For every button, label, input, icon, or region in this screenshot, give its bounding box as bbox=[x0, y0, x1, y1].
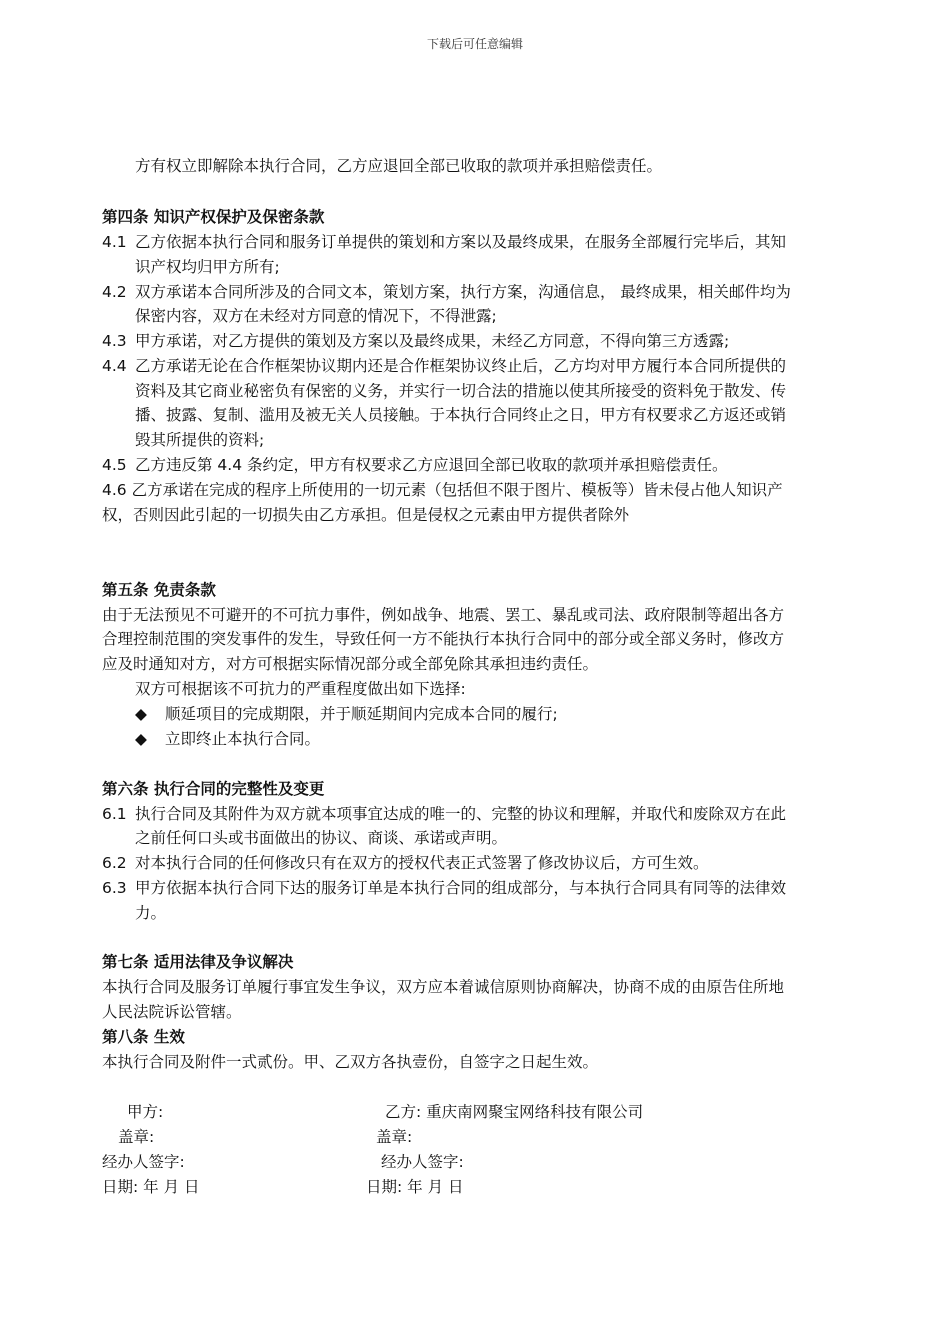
line-text: 双方承诺本合同所涉及的合同文本，策划方案，执行方案，沟通信息， 最终成果，相关邮件均为 bbox=[135, 283, 791, 301]
line-text: 第四条 知识产权保护及保密条款 bbox=[102, 208, 325, 226]
section-heading bbox=[102, 579, 216, 601]
line-text: 4.6 乙方承诺在完成的程序上所使用的一切元素（包括但不限于图片、模板等）皆未侵占他人知识产 bbox=[102, 481, 783, 499]
contract-text-line bbox=[102, 281, 791, 303]
contract-text-line bbox=[102, 1001, 242, 1023]
signature-field: 盖章: bbox=[118, 1128, 155, 1146]
contract-text-line bbox=[102, 976, 784, 998]
section-heading bbox=[102, 206, 324, 228]
signature-field: 盖章: bbox=[376, 1128, 413, 1146]
section-heading bbox=[102, 951, 293, 973]
contract-text-line bbox=[102, 852, 709, 874]
contract-text-line bbox=[102, 628, 784, 650]
line-text: 应及时通知对方，对方可根据实际情况部分或全部免除其承担违约责任。 bbox=[102, 655, 599, 673]
contract-text-line bbox=[102, 231, 786, 253]
contract-text-line bbox=[102, 877, 786, 899]
contract-text-line bbox=[135, 678, 466, 700]
line-text: 执行合同及其附件为双方就本项事宜达成的唯一的、完整的协议和理解，并取代和废除双方在此 bbox=[135, 805, 787, 823]
line-text: 第六条 执行合同的完整性及变更 bbox=[102, 780, 325, 798]
line-text: 甲方依据本执行合同下达的服务订单是本执行合同的组成部分，与本执行合同具有同等的法律效 bbox=[135, 879, 787, 897]
line-text: 立即终止本执行合同。 bbox=[165, 730, 321, 748]
section-heading bbox=[102, 778, 324, 800]
line-text: 人民法院诉讼管辖。 bbox=[102, 1003, 242, 1021]
clause-number: 4.1 bbox=[102, 233, 127, 251]
line-text: 力。 bbox=[135, 904, 167, 922]
line-text: 方有权立即解除本执行合同，乙方应退回全部已收取的款项并承担赔偿责任。 bbox=[135, 157, 663, 175]
contract-text-line bbox=[135, 380, 786, 402]
line-text: 保密内容，双方在未经对方同意的情况下，不得泄露; bbox=[135, 307, 497, 325]
line-text: 第七条 适用法律及争议解决 bbox=[102, 953, 294, 971]
signature-field: 日期: 年 月 日 bbox=[366, 1178, 464, 1196]
line-text: 乙方承诺无论在合作框架协议期内还是合作框架协议终止后，乙方均对甲方履行本合同所提供的 bbox=[135, 357, 787, 375]
contract-text-line bbox=[135, 155, 662, 177]
line-text: 识产权均归甲方所有; bbox=[135, 258, 280, 276]
line-text: 资料及其它商业秘密负有保密的义务，并实行一切合法的措施以使其所接受的资料免于散发、传 bbox=[135, 382, 787, 400]
contract-text-line bbox=[102, 604, 784, 626]
contract-text-line bbox=[135, 429, 264, 451]
section-heading bbox=[102, 1026, 185, 1048]
contract-text-line bbox=[102, 653, 598, 675]
contract-text-line bbox=[102, 504, 629, 526]
signature-field: 甲方: bbox=[127, 1103, 164, 1121]
contract-text-line bbox=[135, 827, 507, 849]
contract-text-line bbox=[102, 1051, 598, 1073]
line-text: 毁其所提供的资料; bbox=[135, 431, 265, 449]
clause-number: 4.3 bbox=[102, 332, 127, 350]
contract-text-line bbox=[135, 256, 280, 278]
line-text: 乙方依据本执行合同和服务订单提供的策划和方案以及最终成果，在服务全部履行完毕后，其知 bbox=[135, 233, 787, 251]
signature-field: 经办人签字: bbox=[381, 1153, 464, 1171]
signature-field: 经办人签字: bbox=[102, 1153, 185, 1171]
contract-text-line bbox=[135, 305, 497, 327]
clause-number: 6.1 bbox=[102, 805, 127, 823]
line-text: 本执行合同及附件一式贰份。甲、乙双方各执壹份，自签字之日起生效。 bbox=[102, 1053, 599, 1071]
contract-text-line bbox=[102, 803, 786, 825]
line-text: 顺延项目的完成期限，并于顺延期间内完成本合同的履行; bbox=[165, 705, 558, 723]
contract-text-line bbox=[135, 703, 558, 725]
page-header-note: 下载后可任意编辑 bbox=[426, 37, 523, 51]
diamond-bullet-icon: ◆ bbox=[135, 730, 147, 748]
line-text: 乙方违反第 4.4 条约定，甲方有权要求乙方应退回全部已收取的款项并承担赔偿责任。 bbox=[135, 456, 728, 474]
line-text: 合理控制范围的突发事件的发生，导致任何一方不能执行本执行合同中的部分或全部义务时，修改方 bbox=[102, 630, 785, 648]
contract-text-line bbox=[102, 454, 728, 476]
contract-text-line bbox=[135, 902, 166, 924]
diamond-bullet-icon: ◆ bbox=[135, 705, 147, 723]
clause-number: 4.2 bbox=[102, 283, 127, 301]
clause-number: 6.2 bbox=[102, 854, 127, 872]
line-text: 第八条 生效 bbox=[102, 1028, 185, 1046]
contract-text-line bbox=[102, 355, 786, 377]
line-text: 由于无法预见不可避开的不可抗力事件，例如战争、地震、罢工、暴乱或司法、政府限制等超出各方 bbox=[102, 606, 785, 624]
line-text: 第五条 免责条款 bbox=[102, 581, 216, 599]
clause-number: 4.5 bbox=[102, 456, 127, 474]
line-text: 权，否则因此引起的一切损失由乙方承担。但是侵权之元素由甲方提供者除外 bbox=[102, 506, 630, 524]
line-text: 播、披露、复制、滥用及被无关人员接触。于本执行合同终止之日，甲方有权要求乙方返还或销 bbox=[135, 406, 787, 424]
clause-number: 6.3 bbox=[102, 879, 127, 897]
contract-text-line bbox=[135, 404, 786, 426]
signature-field: 乙方: 重庆南网聚宝网络科技有限公司 bbox=[385, 1103, 644, 1121]
contract-text-line bbox=[102, 479, 783, 501]
line-text: 之前任何口头或书面做出的协议、商谈、承诺或声明。 bbox=[135, 829, 508, 847]
line-text: 双方可根据该不可抗力的严重程度做出如下选择: bbox=[135, 680, 466, 698]
signature-field: 日期: 年 月 日 bbox=[102, 1178, 200, 1196]
line-text: 本执行合同及服务订单履行事宜发生争议，双方应本着诚信原则协商解决，协商不成的由原告住所地 bbox=[102, 978, 785, 996]
contract-text-line bbox=[135, 728, 320, 750]
contract-text-line bbox=[102, 330, 729, 352]
line-text: 对本执行合同的任何修改只有在双方的授权代表正式签署了修改协议后，方可生效。 bbox=[135, 854, 709, 872]
clause-number: 4.4 bbox=[102, 357, 127, 375]
line-text: 甲方承诺，对乙方提供的策划及方案以及最终成果，未经乙方同意，不得向第三方透露; bbox=[135, 332, 730, 350]
